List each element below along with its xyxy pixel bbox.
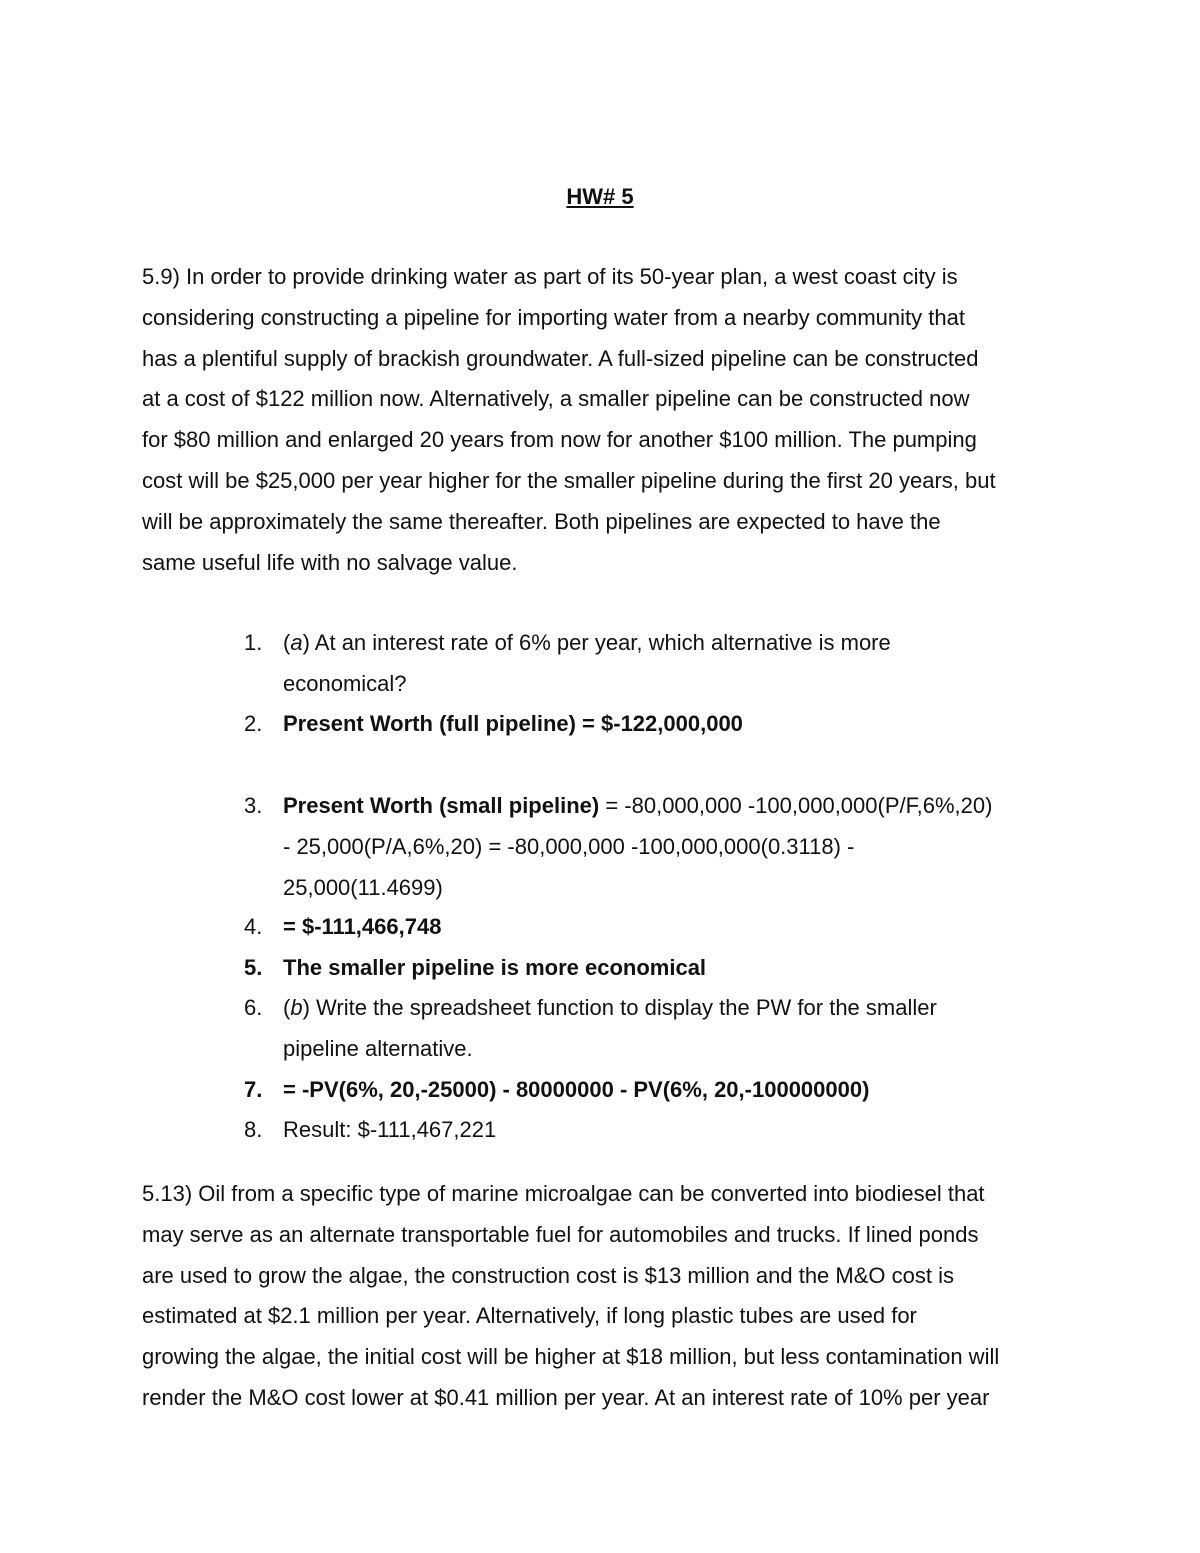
list-item-text bbox=[283, 1110, 1083, 1151]
item-line: The smaller pipeline is more economical bbox=[283, 955, 707, 980]
paragraph-line: same useful life with no salvage value. bbox=[142, 549, 518, 575]
paragraph-line: will be approximately the same thereafter. Both pipelines are expected to have the bbox=[142, 508, 941, 534]
item-line: economical? bbox=[283, 670, 407, 696]
paragraph-line: are used to grow the algae, the construction cost is $13 million and the M&O cost is bbox=[142, 1262, 954, 1288]
item-line: Result: $-111,467,221 bbox=[283, 1117, 497, 1142]
list-number: 7. bbox=[244, 1077, 263, 1102]
list-number: 1. bbox=[244, 630, 263, 655]
item-line: Present Worth (full pipeline) = $-122,000,000 bbox=[283, 711, 743, 736]
list-item-text bbox=[283, 623, 1083, 705]
paragraph-line: has a plentiful supply of brackish groundwater. A full-sized pipeline can be constructed bbox=[142, 345, 979, 371]
item-line: (a) At an interest rate of 6% per year, which alternative is more bbox=[283, 630, 891, 655]
problem-5-9-paragraph bbox=[142, 257, 1072, 583]
list-number: 4. bbox=[244, 914, 263, 939]
list-number: 5. bbox=[244, 955, 263, 980]
list-item-text bbox=[283, 704, 1083, 745]
item-line: 25,000(11.4699) bbox=[283, 874, 443, 900]
paragraph-line: 5.9) In order to provide drinking water as part of its 50-year plan, a west coast city is bbox=[142, 264, 958, 289]
list-item-text bbox=[283, 907, 1083, 948]
list-number: 3. bbox=[244, 793, 263, 818]
list-number: 2. bbox=[244, 711, 263, 736]
page-title: HW# 5 bbox=[566, 184, 634, 209]
list-item-text bbox=[283, 988, 1083, 1070]
paragraph-line: for $80 million and enlarged 20 years from now for another $100 million. The pumping bbox=[142, 427, 977, 453]
list-item-text bbox=[283, 1070, 1083, 1111]
item-line: (b) Write the spreadsheet function to display the PW for the smaller bbox=[283, 995, 937, 1020]
paragraph-line: render the M&O cost lower at $0.41 million per year. At an interest rate of 10% per year bbox=[142, 1384, 990, 1410]
item-line: Present Worth (small pipeline) = -80,000,000 -100,000,000(P/F,6%,20) bbox=[283, 793, 993, 818]
item-line: pipeline alternative. bbox=[283, 1035, 473, 1061]
paragraph-line: 5.13) Oil from a specific type of marine microalgae can be converted into biodiesel that bbox=[142, 1181, 985, 1206]
paragraph-line: may serve as an alternate transportable fuel for automobiles and trucks. If lined ponds bbox=[142, 1221, 979, 1247]
part-letter: b bbox=[290, 995, 303, 1020]
list-item-text bbox=[283, 948, 1083, 989]
paragraph-line: growing the algae, the initial cost will be higher at $18 million, but less contamination will bbox=[142, 1344, 1000, 1370]
paragraph-line: considering constructing a pipeline for importing water from a nearby community that bbox=[142, 304, 965, 330]
paragraph-line: estimated at $2.1 million per year. Alternatively, if long plastic tubes are used for bbox=[142, 1303, 917, 1329]
list-number: 6. bbox=[244, 995, 263, 1020]
item-line: = $-111,466,748 bbox=[283, 914, 442, 939]
bold-label: Present Worth (small pipeline) bbox=[283, 793, 600, 818]
list-item-text bbox=[283, 786, 1083, 908]
paragraph-line: cost will be $25,000 per year higher for the smaller pipeline during the first 20 years, but bbox=[142, 467, 996, 493]
problem-5-13-paragraph bbox=[142, 1174, 1072, 1419]
list-number: 8. bbox=[244, 1117, 263, 1142]
item-line: = -PV(6%, 20,-25000) - 80000000 - PV(6%, 20,-100000000) bbox=[283, 1077, 870, 1102]
item-line: - 25,000(P/A,6%,20) = -80,000,000 -100,000,000(0.3118) - bbox=[283, 833, 855, 859]
part-letter: a bbox=[290, 630, 303, 655]
paragraph-line: at a cost of $122 million now. Alternatively, a smaller pipeline can be constructed now bbox=[142, 386, 970, 412]
